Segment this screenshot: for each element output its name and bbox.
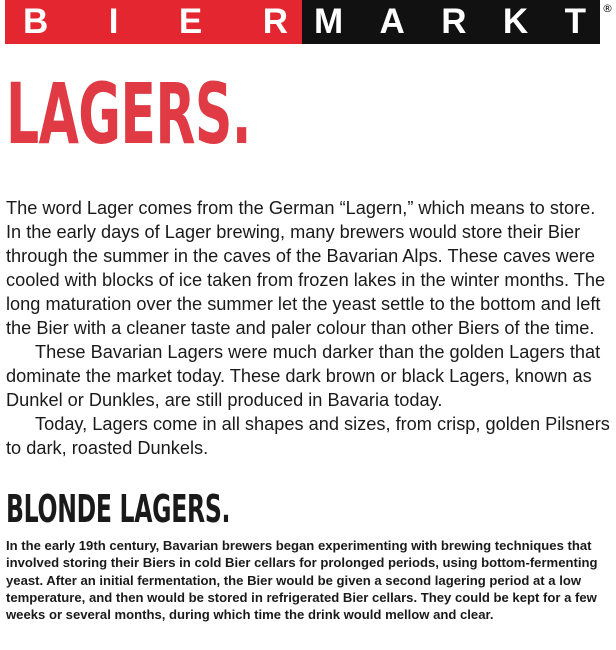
logo-letter: I xyxy=(108,2,119,41)
logo-letter: A xyxy=(379,2,405,41)
logo-letter: T xyxy=(564,2,586,41)
biermarkt-logo-banner xyxy=(5,0,600,44)
page-title: LAGERS. xyxy=(6,65,251,163)
intro-paragraph: These Bavarian Lagers were much darker than the golden Lagers that dominate the market today. These dark brown or black Lagers, known as Dunkel or Dunkles, are still produced in Bavaria today. xyxy=(6,342,601,410)
logo-letter: M xyxy=(314,2,344,41)
registered-trademark-mark: ® xyxy=(602,2,613,15)
logo-letter: R xyxy=(262,2,288,41)
logo-bier-block xyxy=(5,0,302,44)
section-heading: BLONDE LAGERS. xyxy=(6,487,231,531)
logo-markt-block xyxy=(302,0,600,44)
logo-letter: K xyxy=(502,2,529,41)
section-body: In the early 19th century, Bavarian brewers began experimenting with brewing techniques that involved storing their Biers in cold Bier cellars for prolonged periods, using bottom-fermenting yeast. After an initial fermentation, the Bier would be given a second lagering period at a low temperature, and then would be stored in refrigerated Bier cellars. They could be kept for a few weeks or several months, during which time the drink would mellow and clear. xyxy=(6,538,598,623)
logo-letter: E xyxy=(178,2,203,41)
intro-paragraph: Today, Lagers come in all shapes and sizes, from crisp, golden Pilsners to dark, roasted Dunkels. xyxy=(6,414,610,458)
intro-paragraph: The word Lager comes from the German “Lagern,” which means to store. In the early days of Lager brewing, many brewers would store their Bier through the summer in the caves of the Bavarian Alps. These caves were cooled with blocks of ice taken from frozen lakes in the winter months. The long maturation over the summer let the yeast settle to the bottom and left the Bier with a cleaner taste and paler colour than other Biers of the time. xyxy=(6,198,606,338)
logo-letter: R xyxy=(441,2,467,41)
logo-letter: B xyxy=(23,2,49,41)
intro-text xyxy=(6,196,610,460)
